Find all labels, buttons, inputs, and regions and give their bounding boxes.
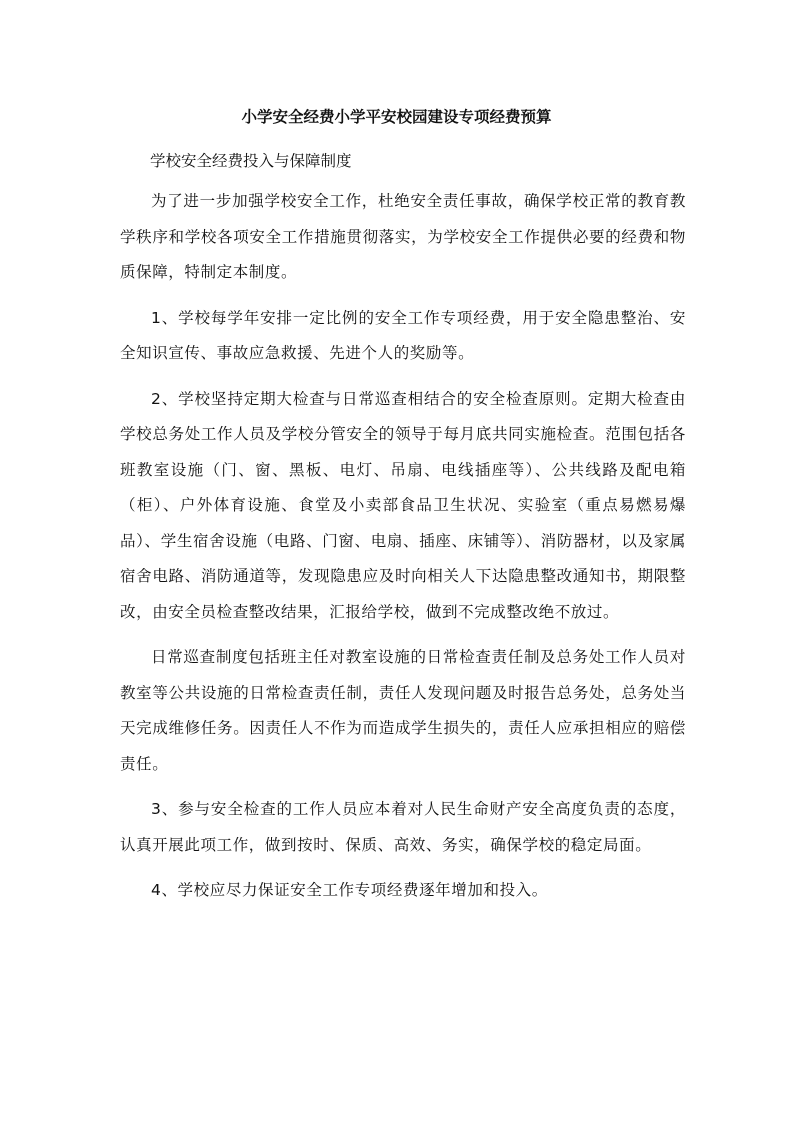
paragraph-daily-inspection: 日常巡查制度包括班主任对教室设施的日常检查责任制及总务处工作人员对教室等公共设施的日常检查责任制，责任人发现问题及时报告总务处，总务处当天完成维修任务。因责任人不作为而造成学生损失的，责任人应承担相应的赔偿责任。 bbox=[120, 648, 686, 773]
paragraph-item-2: 2、学校坚持定期大检查与日常巡查相结合的安全检查原则。定期大检查由学校总务处工作人员及学校分管安全的领导于每月底共同实施检查。范围包括各班教室设施（门、窗、黑板、电灯、吊扇、电线插座等）、公共线路及配电箱（柜）、户外体育设施、食堂及小卖部食品卫生状况、实验室（重点易燃易爆品）、学生宿舍设施（电路、门窗、电扇、插座、床铺等）、消防器材，以及家属宿舍电路、消防通道等，发现隐患应及时向相关人下达隐患整改通知书，期限整改，由安全员检查整改结果，汇报给学校，做到不完成整改绝不放过。 bbox=[120, 389, 686, 621]
document-subtitle: 学校安全经费投入与保障制度 bbox=[150, 152, 352, 170]
paragraph-item-4: 4、学校应尽力保证安全工作专项经费逐年增加和投入。 bbox=[151, 881, 548, 899]
paragraph-item-1: 1、学校每学年安排一定比例的安全工作专项经费，用于安全隐患整治、安全知识宣传、事故应急救援、先进个人的奖励等。 bbox=[120, 308, 686, 362]
paragraph-item-3: 3、参与安全检查的工作人员应本着对人民生命财产安全高度负责的态度，认真开展此项工作，做到按时、保质、高效、务实，确保学校的稳定局面。 bbox=[120, 800, 686, 854]
document-body bbox=[120, 184, 686, 919]
paragraph-intro: 为了进一步加强学校安全工作，杜绝安全责任事故，确保学校正常的教育教学秩序和学校各项安全工作措施贯彻落实，为学校安全工作提供必要的经费和物质保障，特制定本制度。 bbox=[120, 192, 686, 281]
document-title: 小学安全经费小学平安校园建设专项经费预算 bbox=[241, 108, 552, 126]
